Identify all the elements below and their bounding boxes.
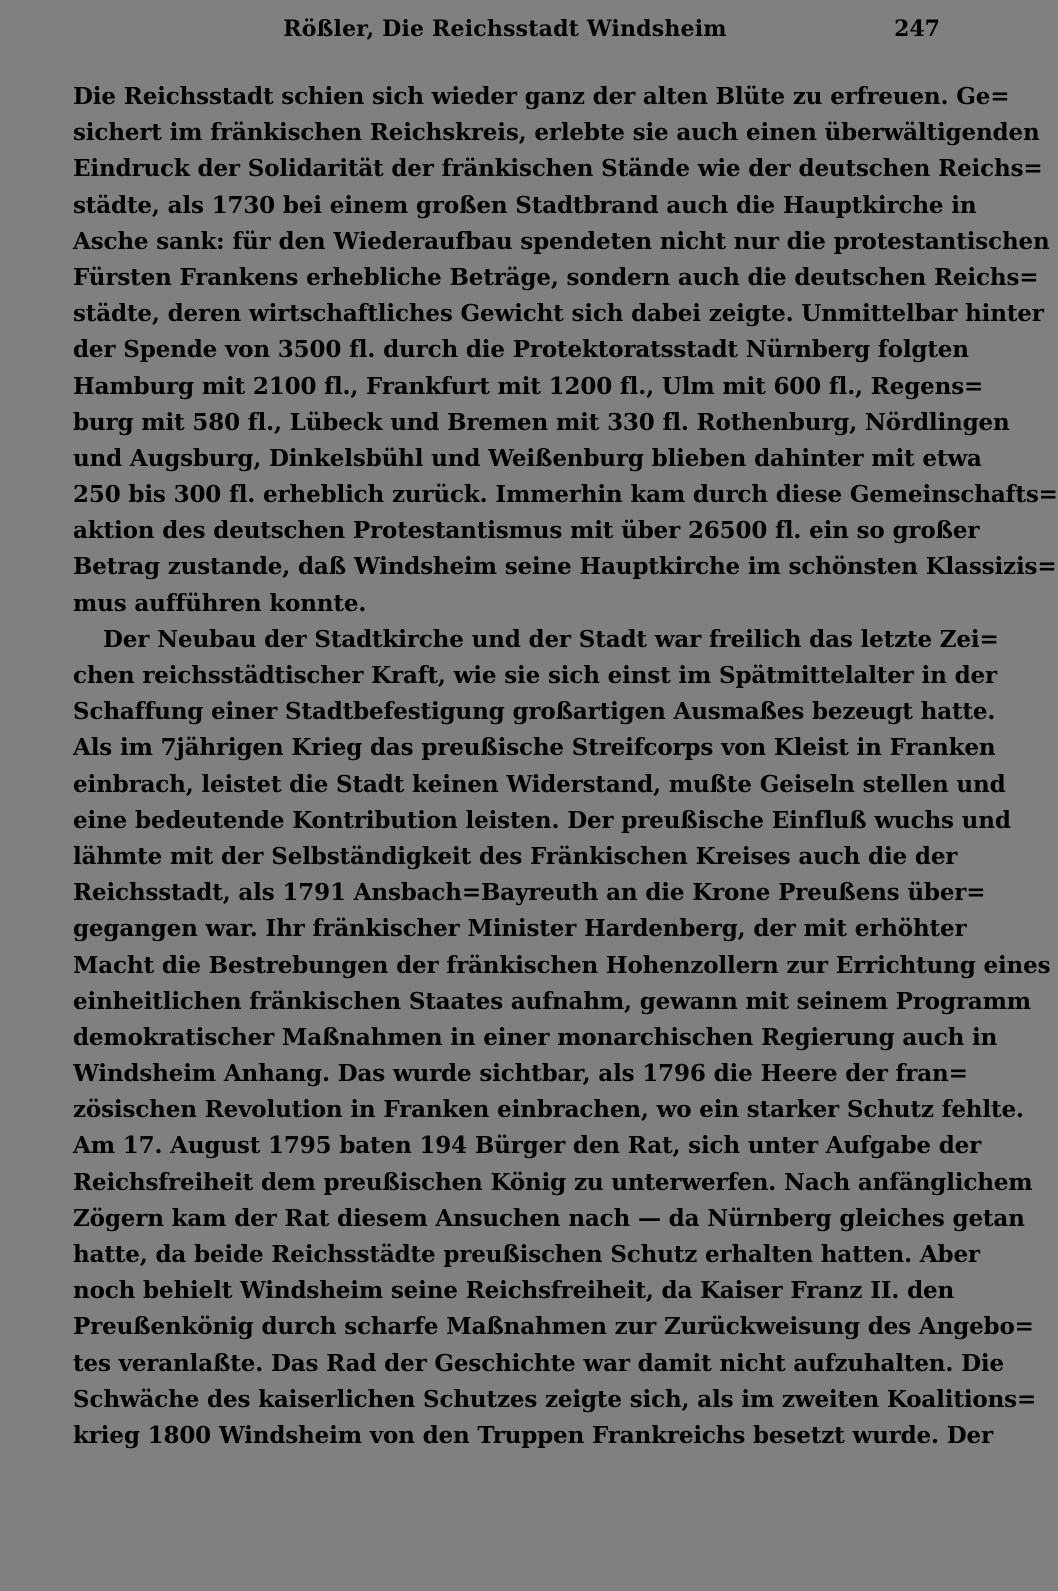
- text-line: Windsheim Anhang. Das wurde sichtbar, als 1796 die Heere der fran=: [73, 1060, 968, 1088]
- page-header: [70, 12, 940, 52]
- text-line: einheitlichen fränkischen Staates aufnahm, gewann mit seinem Programm: [73, 987, 1031, 1015]
- text-line: lähmte mit der Selbständigkeit des Fränkischen Kreises auch die der: [73, 842, 958, 870]
- text-line: Der Neubau der Stadtkirche und der Stadt war freilich das letzte Zei=: [103, 625, 999, 653]
- text-line: Eindruck der Solidarität der fränkischen Stände wie der deutschen Reichs=: [73, 155, 1043, 183]
- text-line: burg mit 580 fl., Lübeck und Bremen mit 330 fl. Rothenburg, Nördlingen: [73, 408, 1010, 436]
- text-line: tes veranlaßte. Das Rad der Geschichte war damit nicht aufzuhalten. Die: [73, 1349, 1004, 1377]
- text-line: aktion des deutschen Protestantismus mit über 26500 fl. ein so großer: [73, 517, 980, 545]
- text-line: städte, deren wirtschaftliches Gewicht sich dabei zeigte. Unmittelbar hinter: [73, 300, 1044, 328]
- text-line: hatte, da beide Reichsstädte preußischen Schutz erhalten hatten. Aber: [73, 1241, 980, 1268]
- text-line: Schaffung einer Stadtbefestigung großartigen Ausmaßes bezeugt hatte.: [73, 698, 996, 726]
- text-line: Betrag zustande, daß Windsheim seine Hauptkirche im schönsten Klassizis=: [73, 553, 1057, 581]
- text-line: chen reichsstädtischer Kraft, wie sie sich einst im Spätmittelalter in der: [73, 662, 997, 689]
- text-line: Reichsstadt, als 1791 Ansbach=Bayreuth an die Krone Preußens über=: [73, 879, 986, 907]
- text-line: und Augsburg, Dinkelsbühl und Weißenburg blieben dahinter mit etwa: [73, 444, 982, 472]
- text-line: zösischen Revolution in Franken einbrachen, wo ein starker Schutz fehlte.: [73, 1096, 1024, 1124]
- text-line: Schwäche des kaiserlichen Schutzes zeigte sich, als im zweiten Koalitions=: [73, 1385, 1037, 1413]
- text-line: eine bedeutende Kontribution leisten. Der preußische Einfluß wuchs und: [73, 806, 1011, 834]
- text-line: Asche sank: für den Wiederaufbau spendeten nicht nur die protestantischen: [73, 227, 1050, 255]
- text-line: demokratischer Maßnahmen in einer monarchischen Regierung auch in: [73, 1023, 998, 1051]
- text-line: Zögern kam der Rat diesem Ansuchen nach — da Nürnberg gleiches getan: [73, 1204, 1025, 1232]
- text-line: städte, als 1730 bei einem großen Stadtbrand auch die Hauptkirche in: [73, 191, 977, 219]
- text-line: Macht die Bestrebungen der fränkischen Hohenzollern zur Errichtung eines: [73, 951, 1051, 979]
- text-line: noch behielt Windsheim seine Reichsfreiheit, da Kaiser Franz II. den: [73, 1277, 955, 1305]
- page-number: 247: [894, 16, 940, 42]
- text-line: Als im 7jährigen Krieg das preußische Streifcorps von Kleist in Franken: [73, 734, 996, 762]
- text-line: Die Reichsstadt schien sich wieder ganz der alten Blüte zu erfreuen. Ge=: [73, 83, 1010, 110]
- text-line: Fürsten Frankens erhebliche Beträge, sondern auch die deutschen Reichs=: [73, 263, 1039, 291]
- text-line: der Spende von 3500 fl. durch die Protektoratsstadt Nürnberg folgten: [73, 336, 969, 364]
- text-line: mus aufführen konnte.: [73, 589, 367, 617]
- text-line: Hamburg mit 2100 fl., Frankfurt mit 1200 fl., Ulm mit 600 fl., Regens=: [73, 372, 984, 400]
- text-line: sichert im fränkischen Reichskreis, erlebte sie auch einen überwältigenden: [73, 119, 1040, 147]
- text-line: einbrach, leistet die Stadt keinen Widerstand, mußte Geiseln stellen und: [73, 770, 1006, 798]
- text-line: krieg 1800 Windsheim von den Truppen Frankreichs besetzt wurde. Der: [73, 1421, 993, 1449]
- body-text: [73, 79, 1058, 1454]
- text-line: Preußenkönig durch scharfe Maßnahmen zur Zurückweisung des Angebo=: [73, 1313, 1034, 1341]
- text-line: Am 17. August 1795 baten 194 Bürger den Rat, sich unter Aufgabe der: [73, 1132, 982, 1160]
- text-line: 250 bis 300 fl. erheblich zurück. Immerhin kam durch diese Gemeinschafts=: [73, 481, 1058, 509]
- text-line: gegangen war. Ihr fränkischer Minister Hardenberg, der mit erhöhter: [73, 915, 967, 943]
- text-line: Reichsfreiheit dem preußischen König zu unterwerfen. Nach anfänglichem: [73, 1168, 1033, 1196]
- running-title: Rößler, Die Reichsstadt Windsheim: [283, 16, 727, 42]
